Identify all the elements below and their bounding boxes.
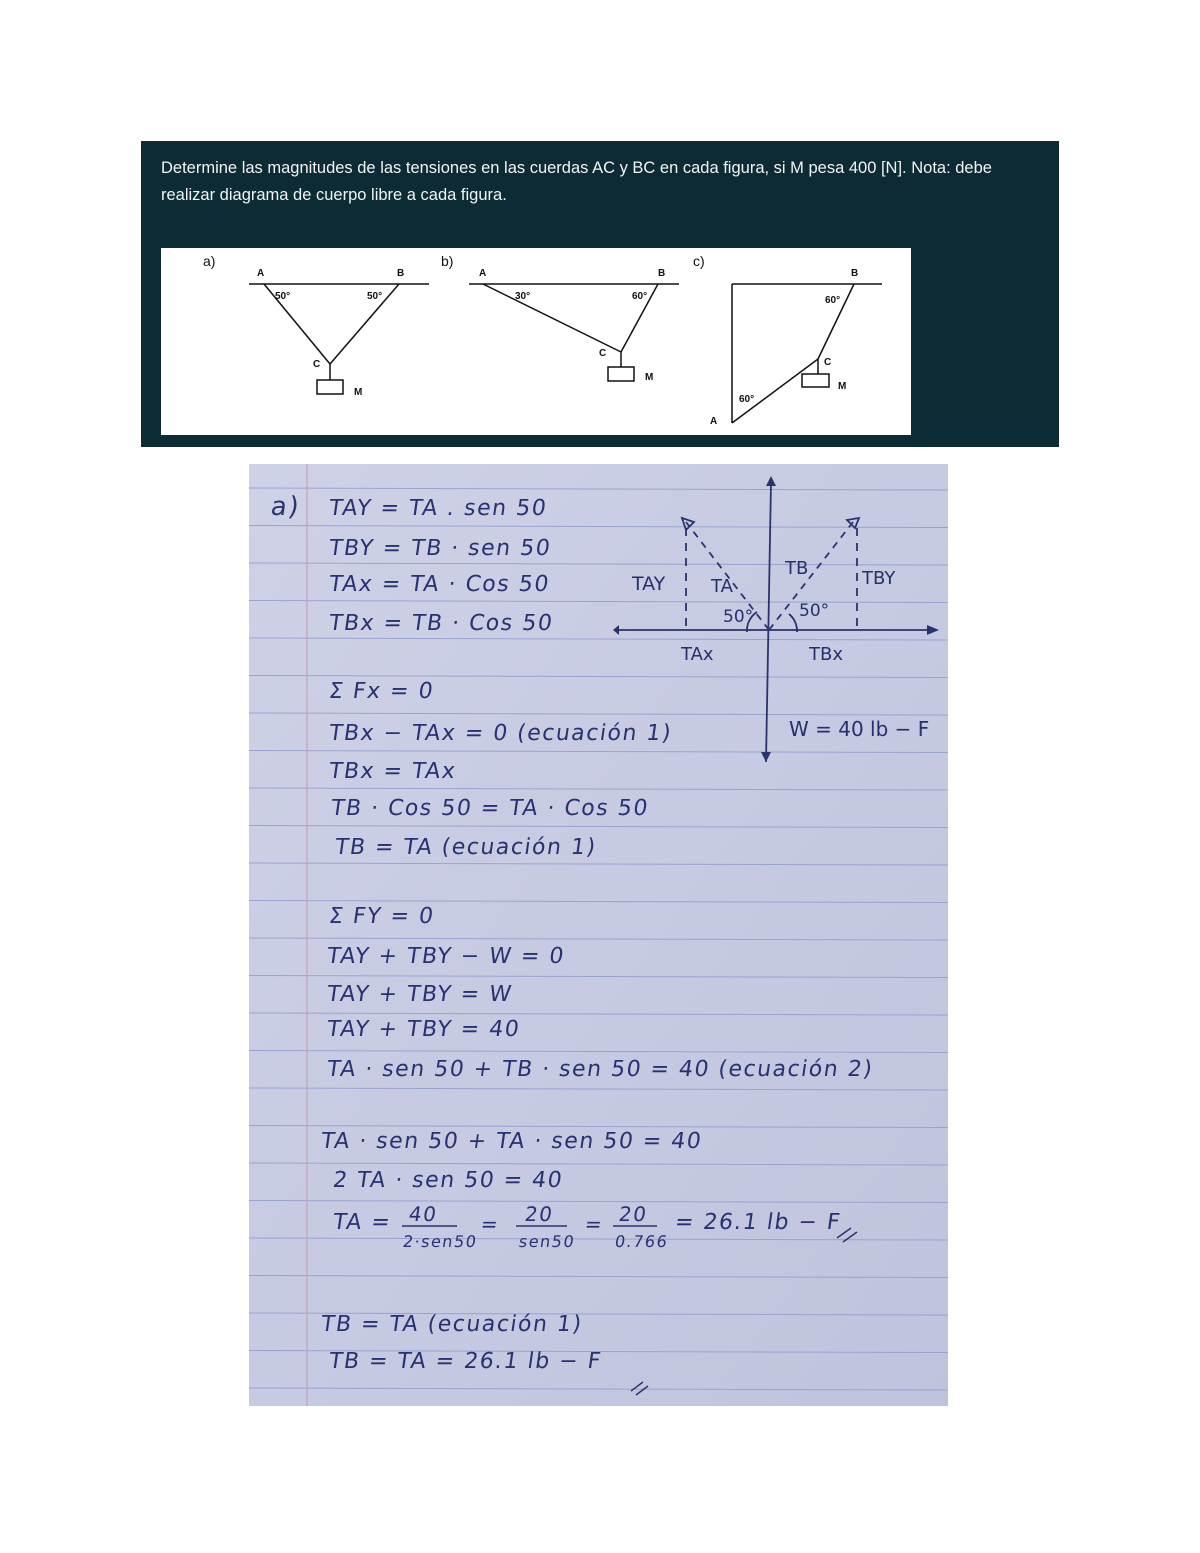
handwritten-sheet — [249, 464, 948, 1406]
figure-b-mass: M — [645, 372, 654, 383]
figure-b-point-c: C — [599, 348, 607, 359]
note-line-10: Σ FY = 0 — [327, 904, 437, 929]
fraction-eq1: = — [479, 1212, 501, 1236]
fraction-d3: 0.766 — [613, 1232, 670, 1251]
figure-a-angle-b: 50° — [367, 291, 383, 302]
figure-b-angle-a: 30° — [515, 291, 531, 302]
note-line-9: TB = TA (ecuación 1) — [333, 835, 599, 860]
figure-a-point-c: C — [313, 359, 321, 370]
fbd-ta: TA — [711, 576, 733, 597]
figure-c-point-b: B — [851, 268, 859, 279]
fbd-weight: W = 40 lb − F — [789, 717, 930, 741]
figure-c — [693, 253, 882, 427]
note-line-13: TAY + TBY = 40 — [325, 1017, 522, 1042]
figure-b-angle-b: 60° — [632, 291, 648, 302]
rope-bc-a — [330, 284, 399, 364]
note-line-7: TBx = TAx — [327, 759, 459, 784]
figure-c-angle-b: 60° — [825, 295, 841, 306]
figures-panel — [161, 248, 911, 435]
note-line-18: TB = TA (ecuación 1) — [319, 1312, 585, 1337]
part-label: a) — [268, 492, 303, 522]
mass-box-c — [802, 374, 829, 387]
fbd-tay: TAY — [632, 573, 666, 595]
note-line-16: 2 TA · sen 50 = 40 — [331, 1168, 565, 1193]
fbd-tb: TB — [785, 558, 809, 579]
figure-a-mass: M — [354, 387, 363, 398]
fraction-d1: 2·sen50 — [401, 1232, 479, 1251]
figure-c-angle-a: 60° — [739, 394, 755, 405]
figure-a-point-a: A — [257, 268, 265, 279]
rope-ac-c — [732, 359, 818, 423]
problem-panel — [141, 141, 1059, 447]
note-line-4: TBx = TB · Cos 50 — [327, 611, 556, 636]
fbd-angle-left: 50° — [723, 607, 754, 627]
mass-box-b — [608, 367, 634, 381]
figure-c-label: c) — [693, 253, 705, 269]
note-line-2: TBY = TB · sen 50 — [327, 536, 553, 561]
figure-c-mass: M — [838, 381, 847, 392]
fbd-angle-right: 50° — [799, 601, 830, 621]
figure-c-point-c: C — [824, 357, 832, 368]
fraction-result: = 26.1 lb − F — [673, 1210, 843, 1235]
figure-a — [203, 253, 429, 398]
rope-ac-a — [264, 284, 330, 364]
note-line-15: TA · sen 50 + TA · sen 50 = 40 — [319, 1129, 704, 1154]
figure-b-point-a: A — [479, 268, 487, 279]
mass-box-a — [317, 380, 343, 394]
fraction-n3: 20 — [617, 1202, 650, 1226]
fbd-tax: TAx — [681, 644, 714, 665]
figure-b-label: b) — [441, 253, 454, 269]
fraction-eq2: = — [583, 1212, 605, 1236]
note-line-8: TB · Cos 50 = TA · Cos 50 — [329, 796, 651, 821]
note-line-1: TAY = TA . sen 50 — [327, 496, 549, 521]
note-line-5: Σ Fx = 0 — [327, 679, 436, 704]
note-line-14: TA · sen 50 + TB · sen 50 = 40 (ecuación 2) — [325, 1057, 876, 1082]
figure-a-label: a) — [203, 253, 216, 269]
note-line-6: TBx − TAx = 0 (ecuación 1) — [327, 721, 674, 746]
fraction-n2: 20 — [523, 1202, 556, 1226]
fbd-tby: TBY — [862, 568, 896, 589]
figures-drawing — [161, 248, 911, 435]
rope-ac-b — [483, 284, 621, 352]
figure-a-point-b: B — [397, 268, 405, 279]
note-line-12: TAY + TBY = W — [325, 982, 515, 1007]
fraction-n1: 40 — [407, 1202, 440, 1226]
fraction-d2: sen50 — [517, 1232, 577, 1251]
problem-statement: Determine las magnitudes de las tensiones en las cuerdas AC y BC en cada figura, si M pesa 400 [N]. Nota: debe realizar diagrama de cuerpo libre a cada figura. — [161, 159, 992, 204]
figure-b — [441, 253, 679, 383]
figure-a-angle-a: 50° — [275, 291, 291, 302]
note-line-17: TA = — [331, 1210, 393, 1235]
figure-b-point-b: B — [658, 268, 666, 279]
note-line-11: TAY + TBY − W = 0 — [325, 944, 567, 969]
note-line-19: TB = TA = 26.1 lb − F — [327, 1349, 604, 1374]
fbd-tbx: TBx — [809, 644, 843, 665]
ruled-paper — [249, 464, 948, 1406]
figure-c-point-a: A — [710, 416, 718, 427]
note-line-3: TAx = TA · Cos 50 — [327, 572, 552, 597]
